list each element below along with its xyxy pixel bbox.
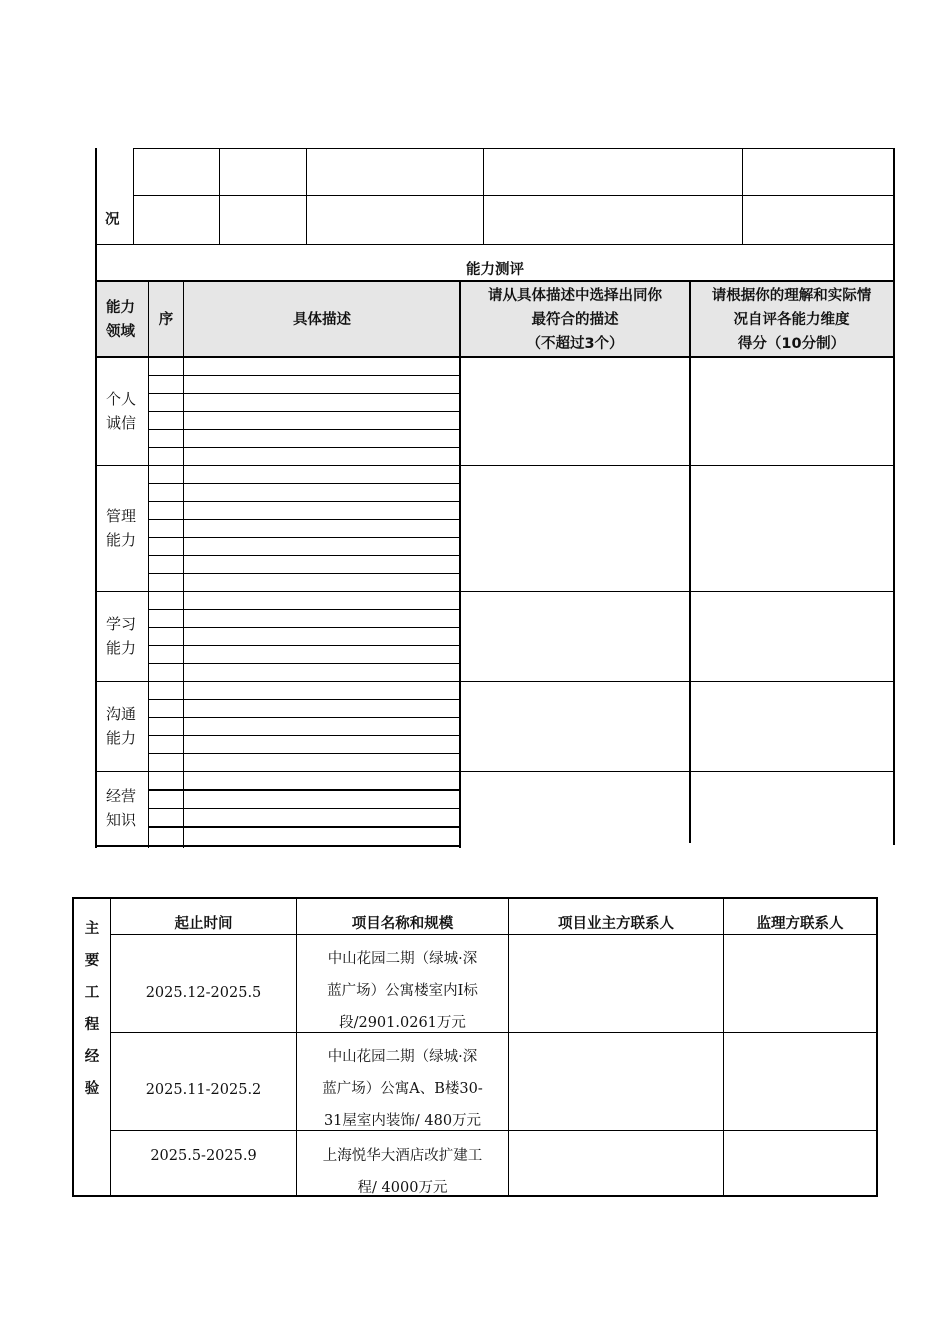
- header-domain: 能力 领域: [106, 300, 135, 340]
- domain-business: 经营 知识: [106, 787, 137, 829]
- row-2-project: 中山花园二期（绿城·深 蓝广场）公寓A、B楼30- 31屋室内装饰/ 480万元: [322, 1049, 483, 1129]
- row-3-period: 2025.5-2025.9: [150, 1148, 257, 1164]
- header-project: 项目名称和规模: [351, 916, 454, 932]
- header-description: 具体描述: [293, 312, 351, 328]
- assessment-title: 能力测评: [466, 262, 524, 278]
- ability-assessment-table: [95, 148, 895, 848]
- row-1-project: 中山花园二期（绿城·深 蓝广场）公寓楼室内Ⅰ标 段/2901.0261万元: [327, 951, 478, 1031]
- header-owner-contact: 项目业主方联系人: [558, 916, 674, 932]
- domain-communication: 沟通 能力: [106, 705, 137, 747]
- project-experience-table: [72, 897, 878, 1197]
- domain-learning: 学习 能力: [106, 615, 137, 657]
- experience-side-label: 主 要 工 程 经 验: [84, 921, 100, 1097]
- domain-integrity: 个人 诚信: [106, 390, 137, 432]
- header-period: 起止时间: [174, 916, 233, 932]
- situation-label: 况: [105, 212, 120, 228]
- header-seq: 序: [158, 312, 174, 328]
- row-1-period: 2025.12-2025.5: [145, 985, 262, 1001]
- header-score: 请根据你的理解和实际情 况自评各能力维度 得分（10分制）: [711, 288, 872, 352]
- header-choose: 请从具体描述中选择出同你 最符合的描述 （不超过3个）: [488, 288, 662, 352]
- row-2-period: 2025.11-2025.2: [145, 1082, 262, 1098]
- domain-management: 管理 能力: [106, 507, 137, 549]
- header-supervisor-contact: 监理方联系人: [756, 916, 844, 932]
- row-3-project: 上海悦华大酒店改扩建工 程/ 4000万元: [322, 1148, 483, 1196]
